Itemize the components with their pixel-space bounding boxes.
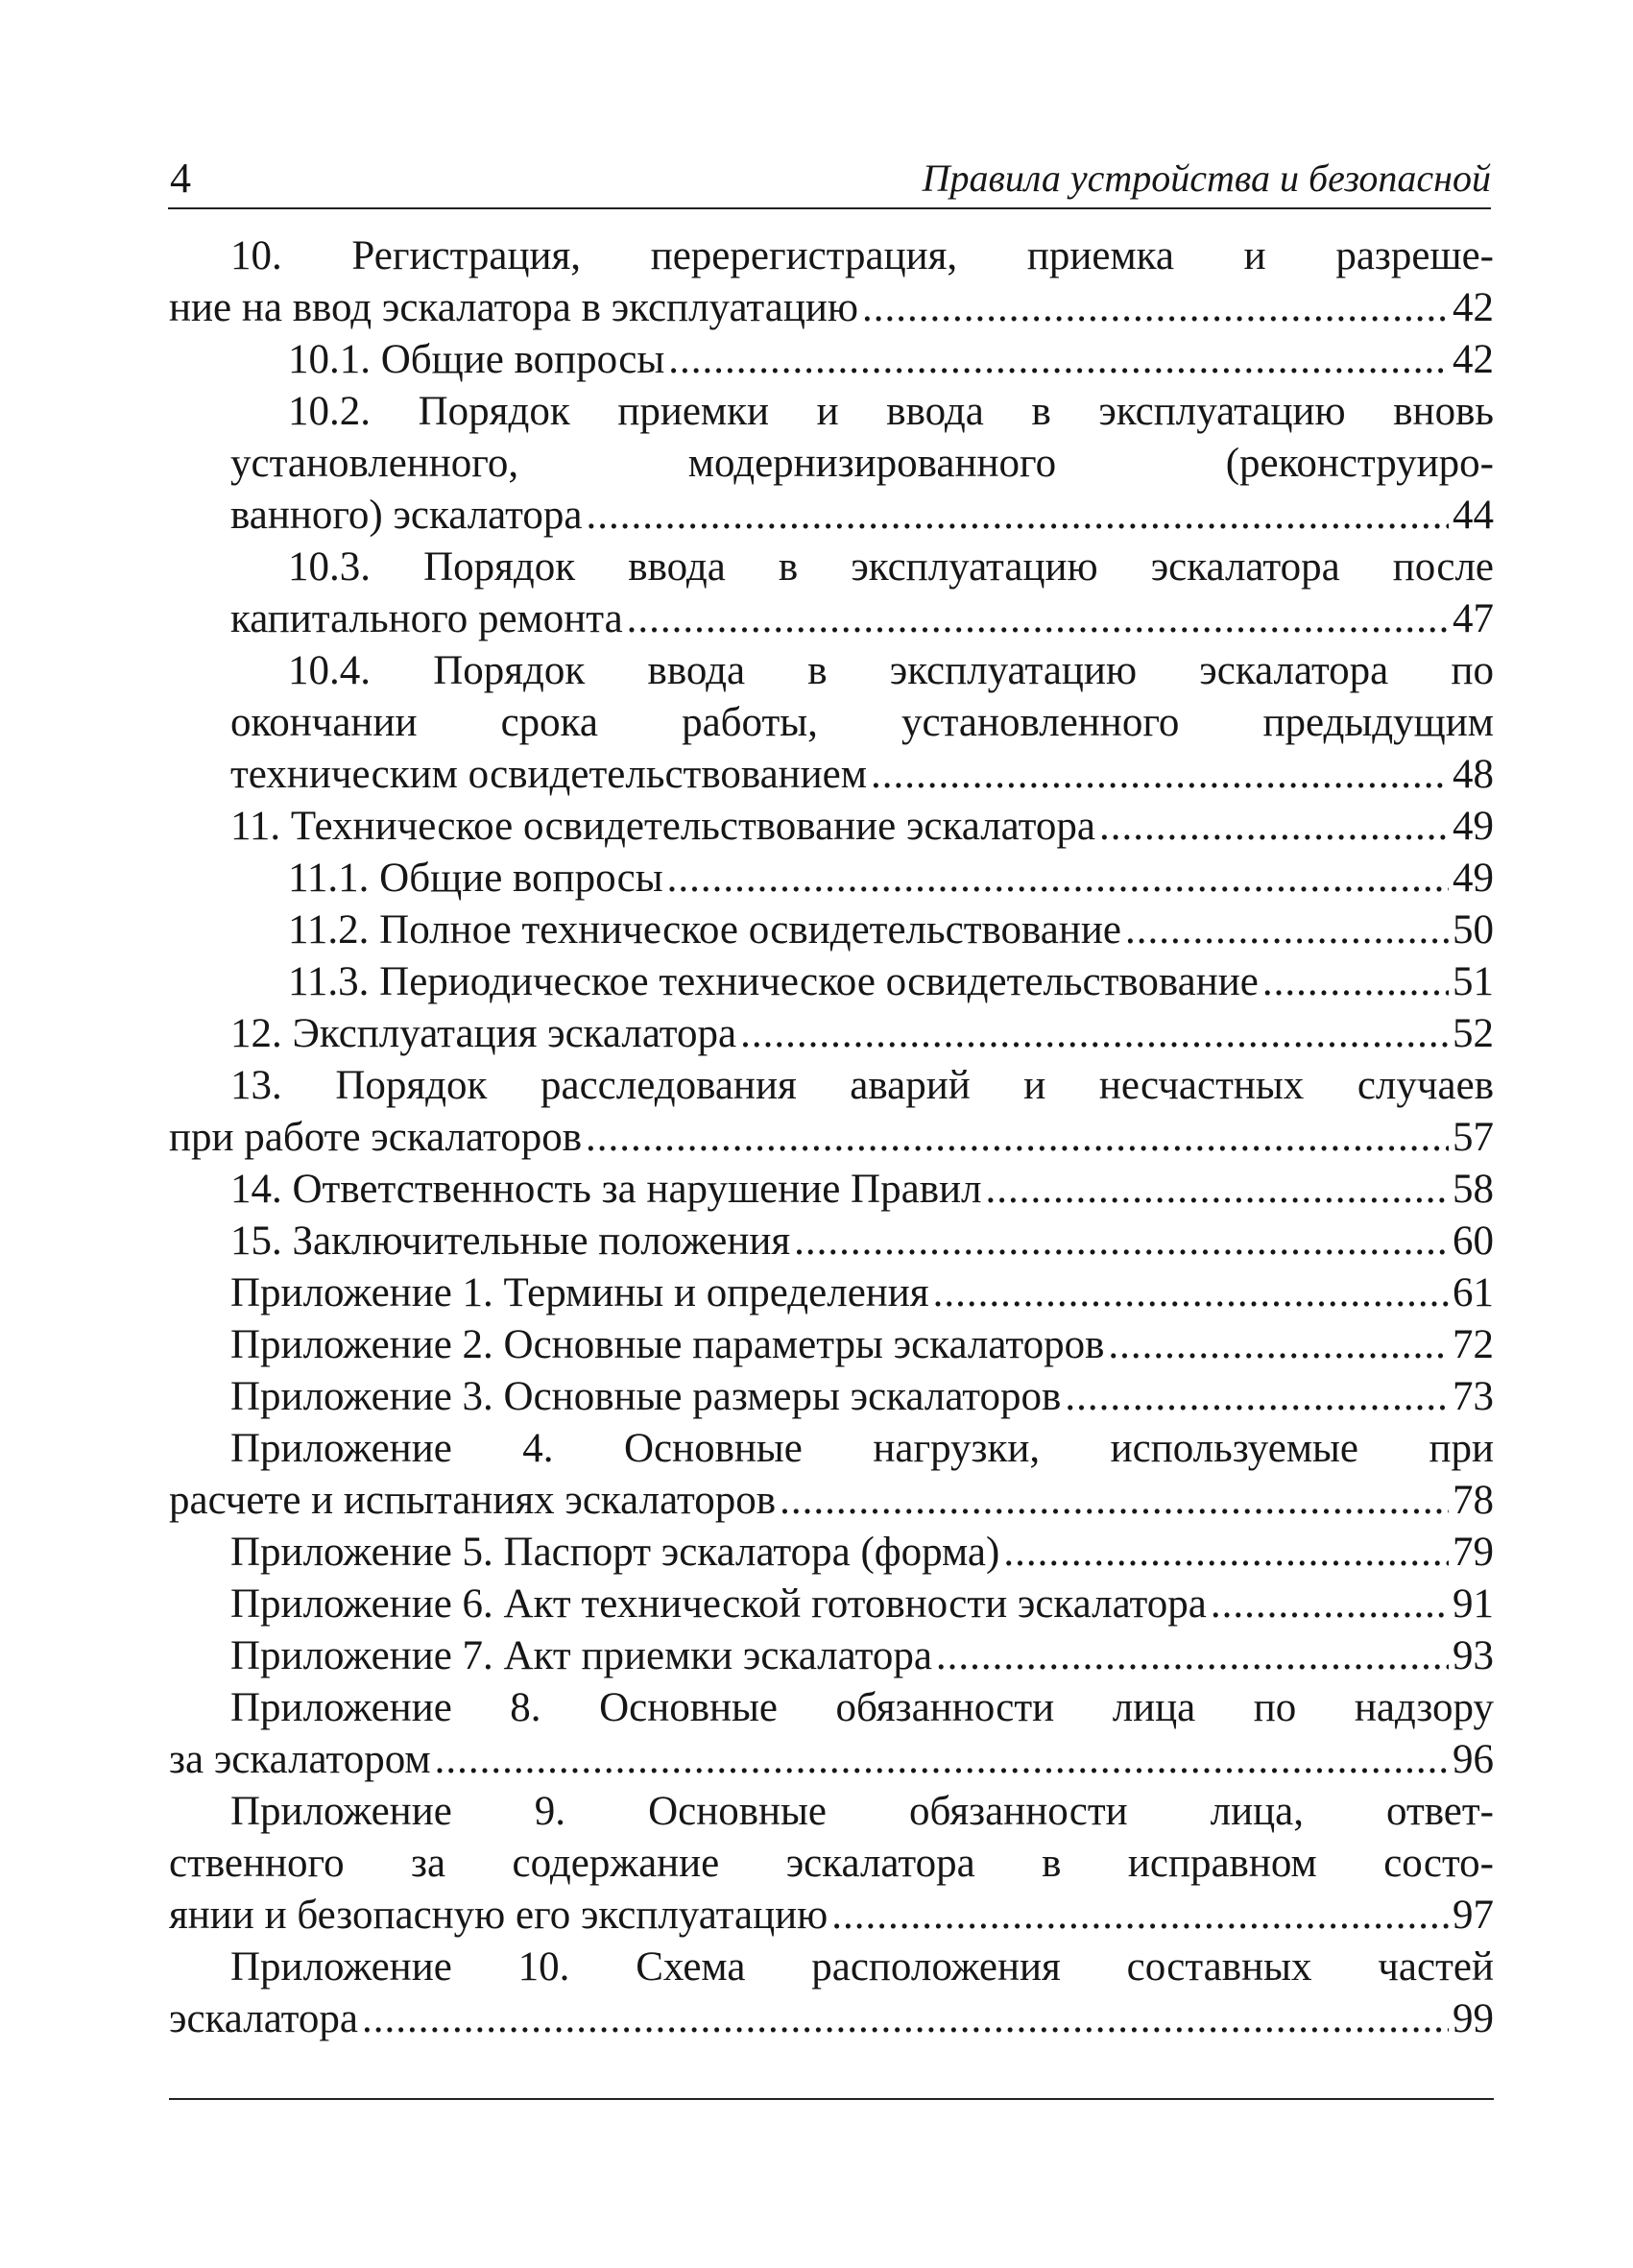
toc-entry[interactable] [169, 801, 1494, 853]
toc-entry-line: 13. Порядок расследования аварий и несчастных случаев [230, 1063, 1494, 1108]
running-title: Правила устройства и безопасной [922, 157, 1491, 200]
toc-entry[interactable] [169, 334, 1494, 386]
dot-leader [1099, 801, 1449, 853]
toc-entry-page: 72 [1453, 1322, 1494, 1367]
toc-entry-line: Приложение 4. Основные нагрузки, используемые при [230, 1426, 1494, 1471]
toc-entry-page: 97 [1453, 1893, 1494, 1938]
dot-leader [740, 1008, 1449, 1060]
toc-entry-title: 11. Техническое освидетельствование эскалатора [230, 804, 1095, 849]
toc-entry-title: 11.3. Периодическое техническое освидетельствование [288, 959, 1259, 1004]
toc-entry-last-line [169, 1475, 1494, 1527]
toc-entry-page: 49 [1453, 804, 1494, 849]
toc-entry[interactable] [169, 1216, 1494, 1267]
toc-entry[interactable] [169, 1060, 1494, 1164]
dot-leader [1125, 905, 1449, 956]
dot-leader [985, 1164, 1449, 1216]
toc-entry[interactable] [169, 1423, 1494, 1527]
dot-leader [1262, 956, 1449, 1008]
dot-leader [435, 1734, 1449, 1786]
toc-entry-last-line [169, 1112, 1494, 1164]
toc-entry-title: Приложение 3. Основные размеры эскалаторов [230, 1374, 1062, 1419]
toc-entry-page: 42 [1453, 285, 1494, 330]
dot-leader [1065, 1371, 1449, 1423]
toc-entry-page: 57 [1453, 1115, 1494, 1160]
footer-rule [169, 2098, 1494, 2100]
page-number: 4 [170, 155, 191, 202]
toc-entry-last-line [230, 490, 1494, 542]
toc-entry-last-line [169, 1734, 1494, 1786]
toc-entry-title: 10.1. Общие вопросы [288, 337, 665, 382]
dot-leader [871, 749, 1449, 801]
toc-entry-last-line [169, 1993, 1494, 2045]
toc-entry-page: 42 [1453, 337, 1494, 382]
toc-entry-title: 12. Эксплуатация эскалатора [230, 1011, 737, 1056]
toc-entry-last-line [230, 749, 1494, 801]
toc-entry-line: Приложение 9. Основные обязанности лица, ответ- [230, 1789, 1494, 1834]
dot-leader [936, 1630, 1449, 1682]
toc-entry-title: капитального ремонта [230, 596, 623, 641]
toc-entry-title: ние на ввод эскалатора в эксплуатацию [169, 285, 858, 330]
toc-entry-title: Приложение 1. Термины и определения [230, 1270, 929, 1315]
toc-entry[interactable] [169, 956, 1494, 1008]
toc-entry-last-line [230, 1008, 1494, 1060]
toc-entry-last-line [288, 905, 1494, 956]
toc-entry-title: при работе эскалаторов [169, 1115, 582, 1160]
toc-entry-last-line [230, 593, 1494, 645]
toc-entry[interactable] [169, 1267, 1494, 1319]
toc-entry-last-line [230, 1319, 1494, 1371]
toc-entry-page: 61 [1453, 1270, 1494, 1315]
toc-entry-title: Приложение 7. Акт приемки эскалатора [230, 1633, 932, 1678]
toc-entry-page: 93 [1453, 1633, 1494, 1678]
toc-entry-title: за эскалатором [169, 1737, 431, 1782]
toc-entry[interactable] [169, 645, 1494, 801]
toc-entry-title: 15. Заключительные положения [230, 1218, 791, 1264]
toc-entry-last-line [288, 853, 1494, 905]
toc-entry-last-line [169, 1890, 1494, 1942]
toc-entry-line: установленного, модернизированного (реконструиро- [230, 441, 1494, 486]
toc-entry[interactable] [169, 1942, 1494, 2045]
table-of-contents [169, 230, 1494, 2045]
toc-entry-line: Приложение 10. Схема расположения составных частей [230, 1944, 1494, 1990]
dot-leader [668, 334, 1449, 386]
toc-entry-last-line [230, 1371, 1494, 1423]
toc-entry[interactable] [169, 1786, 1494, 1942]
toc-entry[interactable] [169, 1527, 1494, 1579]
toc-entry[interactable] [169, 1008, 1494, 1060]
toc-entry-title: Приложение 2. Основные параметры эскалаторов [230, 1322, 1105, 1367]
toc-entry[interactable] [169, 1579, 1494, 1630]
toc-entry-line: ственного за содержание эскалатора в исправном состо- [169, 1841, 1494, 1886]
toc-entry-line: 10.4. Порядок ввода в эксплуатацию эскалатора по [288, 648, 1494, 693]
toc-entry[interactable] [169, 1164, 1494, 1216]
toc-entry[interactable] [169, 386, 1494, 542]
toc-entry-title: 14. Ответственность за нарушение Правил [230, 1167, 982, 1212]
toc-entry-page: 58 [1453, 1167, 1494, 1212]
dot-leader [831, 1890, 1449, 1942]
toc-entry-title: янии и безопасную его эксплуатацию [169, 1893, 829, 1938]
toc-entry-title: расчете и испытаниях эскалаторов [169, 1478, 777, 1523]
toc-entry-last-line [230, 1579, 1494, 1630]
toc-entry-line: окончании срока работы, установленного предыдущим [230, 700, 1494, 745]
toc-entry-last-line [230, 1527, 1494, 1579]
toc-entry[interactable] [169, 853, 1494, 905]
toc-entry-line: Приложение 8. Основные обязанности лица по надзору [230, 1685, 1494, 1730]
dot-leader [862, 282, 1449, 334]
toc-entry-title: ванного) эскалатора [230, 493, 583, 538]
dot-leader [362, 1993, 1449, 2045]
toc-entry-page: 91 [1453, 1581, 1494, 1627]
toc-entry[interactable] [169, 230, 1494, 334]
dot-leader [933, 1267, 1449, 1319]
toc-entry-page: 73 [1453, 1374, 1494, 1419]
dot-leader [586, 1112, 1449, 1164]
toc-entry-line: 10.3. Порядок ввода в эксплуатацию эскалатора после [288, 544, 1494, 590]
toc-entry[interactable] [169, 542, 1494, 645]
toc-entry[interactable] [169, 1371, 1494, 1423]
toc-entry[interactable] [169, 905, 1494, 956]
dot-leader [1211, 1579, 1449, 1630]
dot-leader [586, 490, 1449, 542]
toc-entry-last-line [230, 801, 1494, 853]
toc-entry-page: 47 [1453, 596, 1494, 641]
toc-entry-title: эскалатора [169, 1996, 358, 2041]
dot-leader [1003, 1527, 1449, 1579]
dot-leader [794, 1216, 1449, 1267]
toc-entry[interactable] [169, 1319, 1494, 1371]
toc-entry-last-line [288, 334, 1494, 386]
toc-entry[interactable] [169, 1630, 1494, 1682]
toc-entry-last-line [288, 956, 1494, 1008]
toc-entry-title: Приложение 5. Паспорт эскалатора (форма) [230, 1530, 1000, 1575]
toc-entry-page: 78 [1453, 1478, 1494, 1523]
toc-entry-last-line [230, 1267, 1494, 1319]
dot-leader [667, 853, 1449, 905]
toc-entry-page: 49 [1453, 856, 1494, 901]
toc-entry-last-line [230, 1164, 1494, 1216]
toc-entry-title: 11.1. Общие вопросы [288, 856, 663, 901]
toc-entry-page: 60 [1453, 1218, 1494, 1264]
toc-entry-line: 10. Регистрация, перерегистрация, приемка и разреше- [230, 233, 1494, 278]
toc-entry-last-line [169, 282, 1494, 334]
toc-entry-title: Приложение 6. Акт технической готовности эскалатора [230, 1581, 1207, 1627]
toc-entry-page: 50 [1453, 907, 1494, 953]
toc-entry-title: техническим освидетельствованием [230, 752, 867, 797]
toc-entry-page: 51 [1453, 959, 1494, 1004]
dot-leader [627, 593, 1449, 645]
toc-entry-page: 44 [1453, 493, 1494, 538]
toc-entry-line: 10.2. Порядок приемки и ввода в эксплуатацию вновь [288, 389, 1494, 434]
dot-leader [780, 1475, 1449, 1527]
dot-leader [1108, 1319, 1449, 1371]
toc-entry[interactable] [169, 1682, 1494, 1786]
toc-entry-page: 48 [1453, 752, 1494, 797]
toc-entry-page: 79 [1453, 1530, 1494, 1575]
toc-entry-page: 52 [1453, 1011, 1494, 1056]
toc-entry-last-line [230, 1630, 1494, 1682]
toc-entry-last-line [230, 1216, 1494, 1267]
running-header [168, 150, 1491, 209]
toc-entry-page: 99 [1453, 1996, 1494, 2041]
toc-entry-title: 11.2. Полное техническое освидетельствование [288, 907, 1121, 953]
toc-entry-page: 96 [1453, 1737, 1494, 1782]
